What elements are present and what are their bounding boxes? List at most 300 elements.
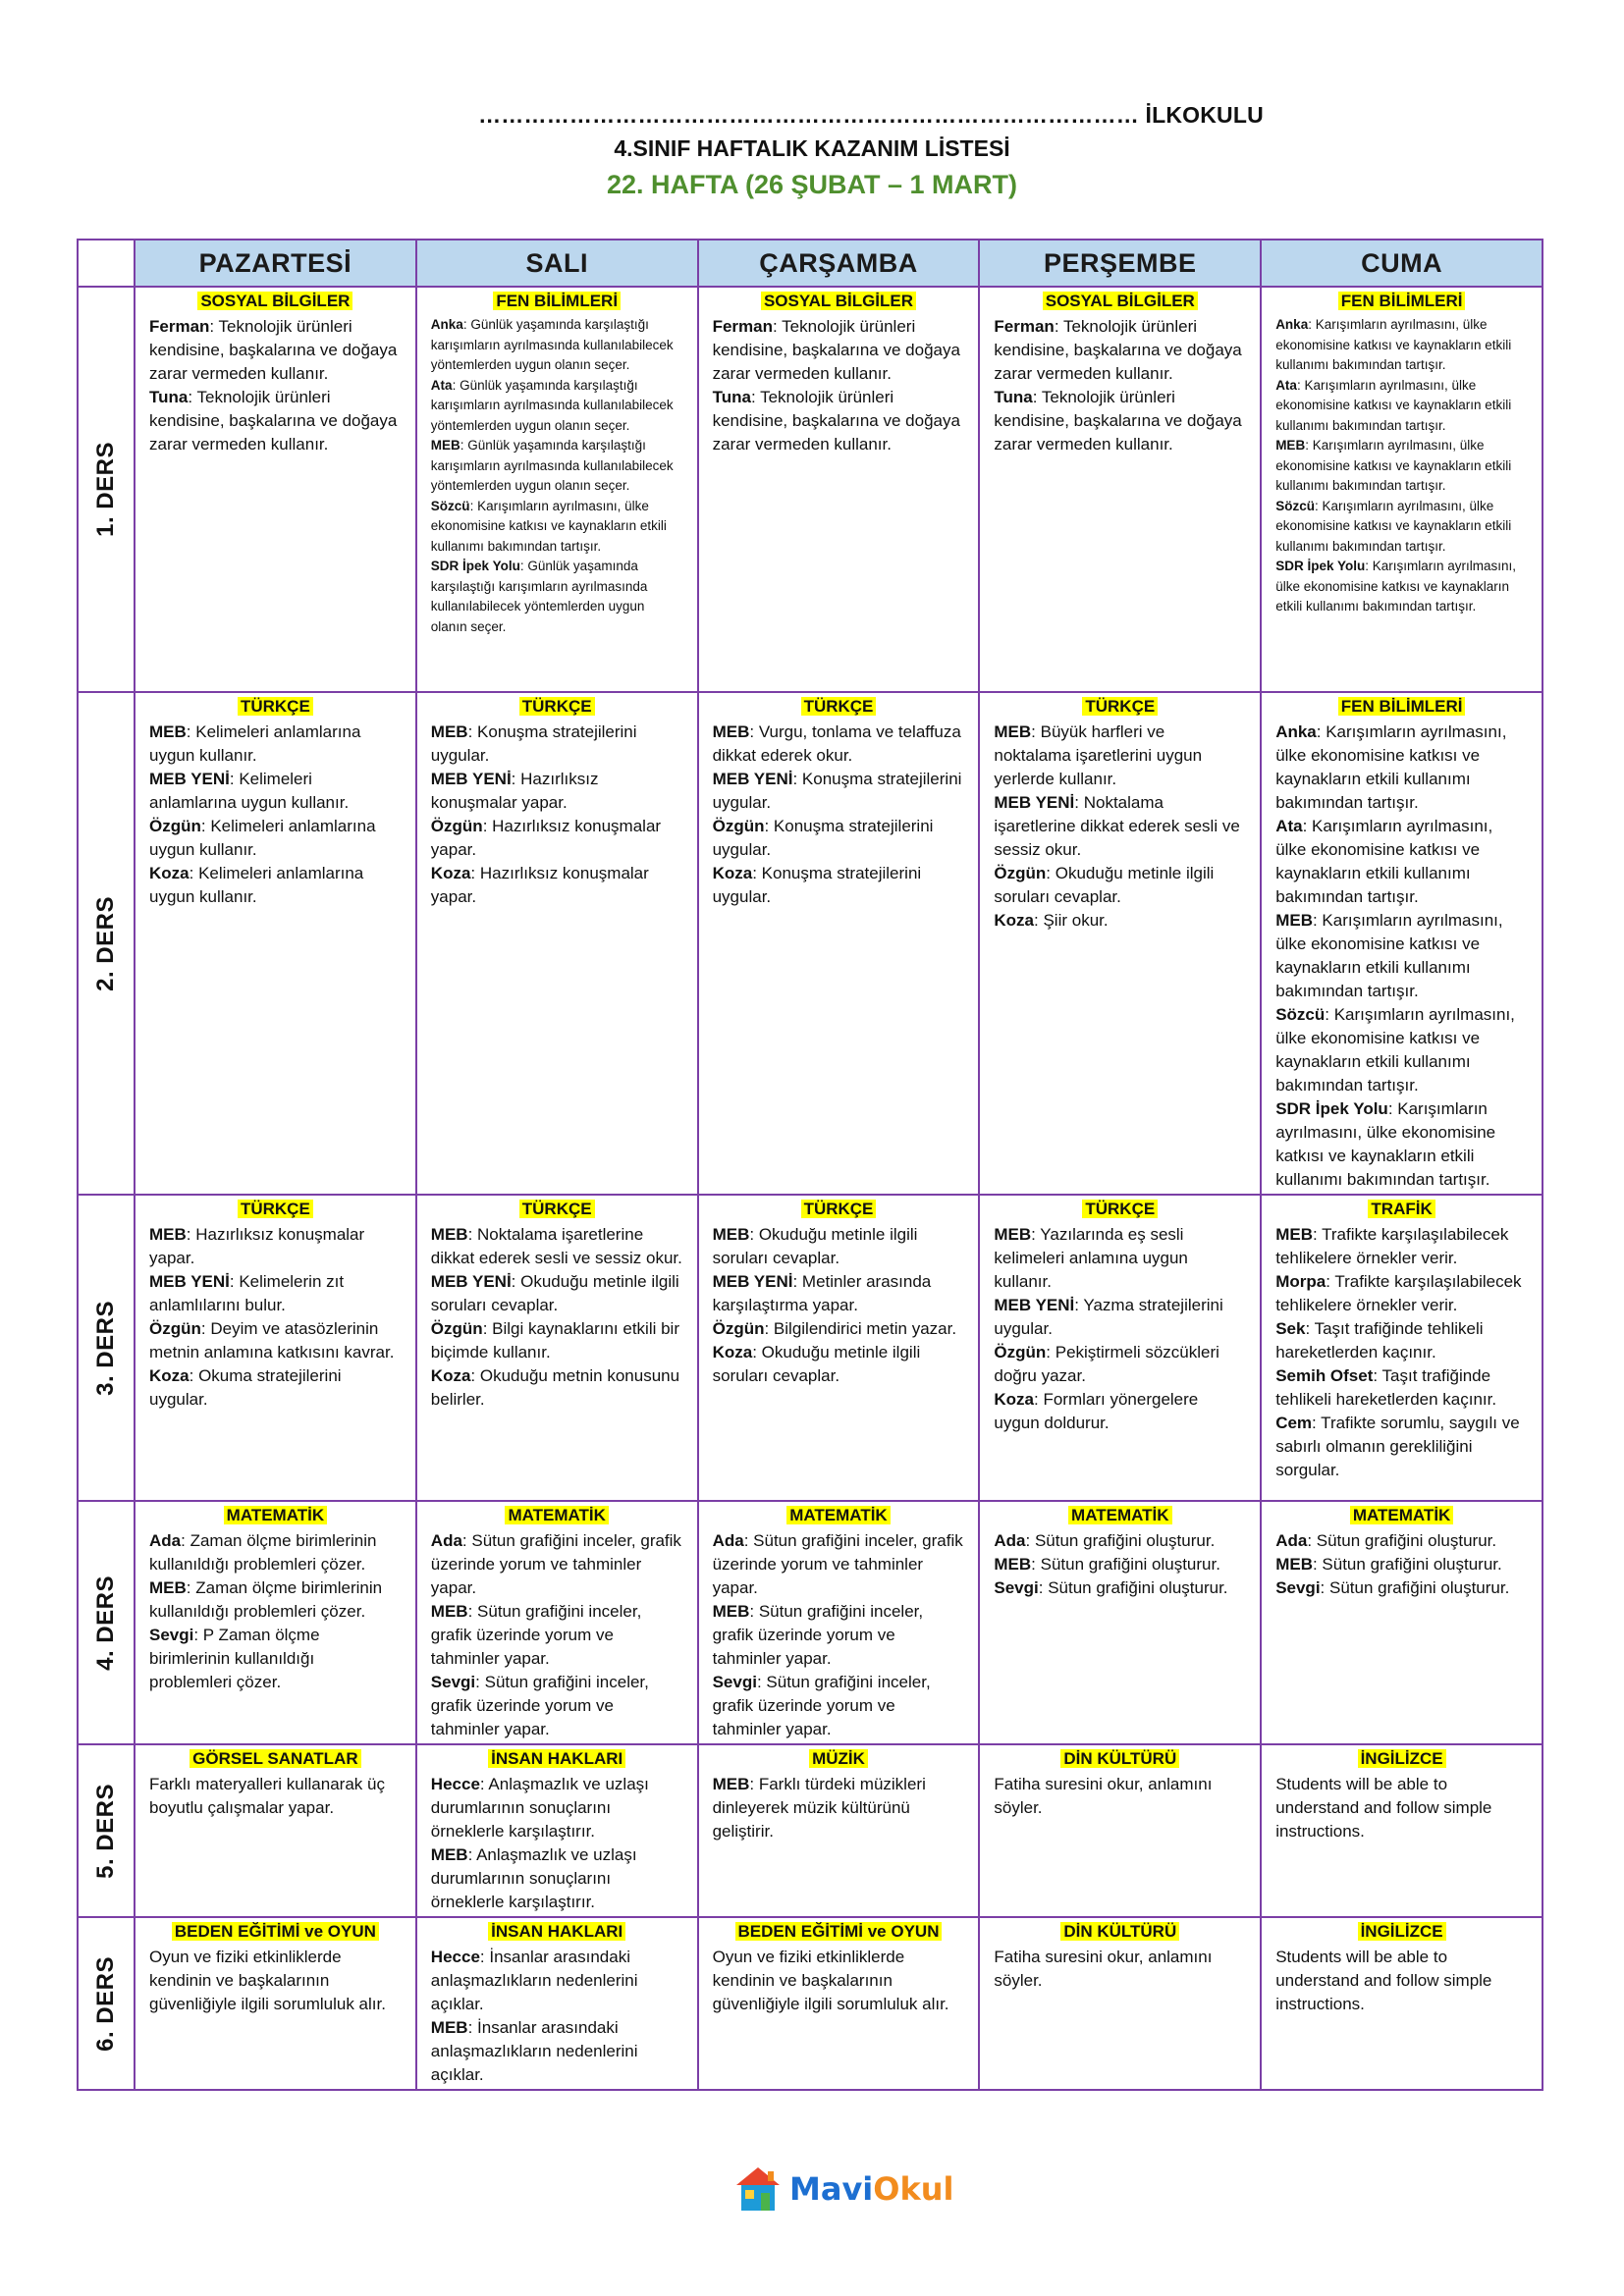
outcome-list bbox=[149, 1946, 402, 2016]
lesson-row bbox=[78, 1501, 1543, 1744]
outcome-list bbox=[149, 1223, 402, 1412]
outcome-list bbox=[713, 1946, 965, 2016]
outcome-text: : Okuduğu metinle ilgili soruları cevaplar. bbox=[994, 864, 1215, 906]
subject-label: BEDEN EĞİTİMİ ve OYUN bbox=[735, 1922, 943, 1941]
publisher-name: Özgün bbox=[712, 817, 765, 835]
publisher-name: Koza bbox=[994, 911, 1035, 930]
outcome-text: : Büyük harfleri ve noktalama işaretlerini uygun yerlerde kullanır. bbox=[994, 722, 1203, 788]
outcome-text: Oyun ve fiziki etkinliklerde kendinin ve başkalarının güvenliğiyle ilgili sorumluluk alır. bbox=[712, 1948, 949, 2013]
outcome-item bbox=[994, 1553, 1246, 1576]
house-icon bbox=[732, 2163, 784, 2215]
outcome-text: : Okuduğu metnin konusunu belirler. bbox=[430, 1366, 680, 1409]
outcome-text: : Sütun grafiğini inceler, grafik üzerinde yorum ve tahminler yapar. bbox=[712, 1531, 963, 1597]
subject-label: MÜZİK bbox=[809, 1749, 868, 1768]
outcome-item bbox=[713, 1270, 965, 1317]
outcome-item bbox=[431, 1223, 683, 1270]
lesson-label-text: 1. DERS bbox=[92, 442, 119, 537]
outcome-item bbox=[149, 1317, 402, 1364]
publisher-name: MEB bbox=[149, 1578, 187, 1597]
outcome-item bbox=[149, 768, 402, 815]
outcome-text: : Karışımların ayrılmasını, ülke ekonomisine katkısı ve kaynakların etkili kullanımı bakımından tartışır. bbox=[1275, 1005, 1515, 1095]
outcome-text: : İnsanlar arasındaki anlaşmazlıkların nedenlerini açıklar. bbox=[430, 1948, 638, 2013]
publisher-name: Tuna bbox=[994, 388, 1033, 406]
outcome-text: : Hazırlıksız konuşmalar yapar. bbox=[430, 864, 649, 906]
outcome-text: : Formları yönergelere uygun doldurur. bbox=[994, 1390, 1199, 1432]
outcome-text: : Hazırlıksız konuşmalar yapar. bbox=[430, 770, 599, 812]
outcome-item bbox=[431, 1600, 683, 1671]
outcome-item bbox=[431, 1946, 683, 2016]
outcome-list bbox=[1275, 1223, 1528, 1482]
publisher-name: Ada bbox=[994, 1531, 1026, 1550]
outcome-text: : Konuşma stratejilerini uygular. bbox=[712, 864, 922, 906]
outcome-item bbox=[431, 2016, 683, 2087]
outcome-text: Farklı materyalleri kullanarak üç boyutlu çalışmalar yapar. bbox=[149, 1775, 385, 1817]
lesson-label-text: 3. DERS bbox=[92, 1300, 119, 1396]
lesson-row bbox=[78, 1744, 1543, 1917]
subject-heading bbox=[994, 1506, 1246, 1526]
outcome-text: : Sütun grafiğini inceler, grafik üzerinde yorum ve tahminler yapar. bbox=[712, 1602, 924, 1668]
publisher-name: Özgün bbox=[430, 817, 483, 835]
outcome-text: : Taşıt trafiğinde tehlikeli hareketlerden kaçınır. bbox=[1275, 1366, 1497, 1409]
outcome-text: : Sütun grafiğini oluşturur. bbox=[1031, 1555, 1220, 1574]
subject-label: TÜRKÇE bbox=[519, 697, 595, 716]
subject-label: BEDEN EĞİTİMİ ve OYUN bbox=[172, 1922, 379, 1941]
subject-heading bbox=[713, 1922, 965, 1943]
subject-heading bbox=[431, 1506, 683, 1526]
lesson-cell bbox=[698, 692, 980, 1195]
outcome-text: : Kelimeleri anlamlarına uygun kullanır. bbox=[149, 864, 364, 906]
lesson-cell bbox=[135, 287, 416, 692]
publisher-name: MEB bbox=[430, 438, 460, 453]
day-header-monday: PAZARTESİ bbox=[135, 240, 416, 287]
publisher-name: Koza bbox=[149, 864, 189, 882]
lesson-cell bbox=[135, 1744, 416, 1917]
subject-label: MATEMATİK bbox=[786, 1506, 890, 1524]
outcome-text: : Yazılarında eş sesli kelimeleri anlamına uygun kullanır. bbox=[994, 1225, 1188, 1291]
outcome-item bbox=[431, 721, 683, 768]
publisher-name: Özgün bbox=[149, 1319, 201, 1338]
lesson-cell bbox=[698, 1917, 980, 2090]
outcome-text: : Sütun grafiğini inceler, grafik üzerinde yorum ve tahminler yapar. bbox=[430, 1673, 649, 1738]
outcome-item bbox=[149, 1576, 402, 1624]
outcome-item bbox=[149, 1624, 402, 1694]
document-title: 4.SINIF HAFTALIK KAZANIM LİSTESİ bbox=[614, 135, 1010, 161]
subject-heading bbox=[431, 1922, 683, 1943]
outcome-text: : Teknolojik ürünleri kendisine, başkalarına ve doğaya zarar vermeden kullanır. bbox=[994, 317, 1242, 383]
subject-heading bbox=[431, 292, 683, 312]
subject-label: TÜRKÇE bbox=[801, 1200, 877, 1218]
outcome-item bbox=[994, 1223, 1246, 1294]
subject-label: TÜRKÇE bbox=[801, 697, 877, 716]
publisher-name: Sözcü bbox=[1275, 1005, 1326, 1024]
outcome-item bbox=[1275, 376, 1528, 437]
outcome-item bbox=[1275, 721, 1528, 815]
outcome-item bbox=[431, 1843, 683, 1914]
outcome-item bbox=[149, 1773, 402, 1820]
subject-heading bbox=[713, 697, 965, 718]
publisher-name: MEB bbox=[430, 1602, 468, 1621]
outcome-list bbox=[713, 315, 965, 456]
outcome-item bbox=[431, 1270, 683, 1317]
outcome-text: : Karışımların ayrılmasını, ülke ekonomisine katkısı ve kaynakların etkili kullanımı bakımından tartışır. bbox=[1275, 1099, 1496, 1189]
outcome-text: : Deyim ve atasözlerinin metnin anlamına katkısını kavrar. bbox=[149, 1319, 395, 1362]
outcome-text: : Kelimeleri anlamlarına uygun kullanır. bbox=[149, 817, 376, 859]
outcome-item bbox=[431, 1529, 683, 1600]
publisher-name: Ada bbox=[430, 1531, 462, 1550]
subject-heading bbox=[994, 1922, 1246, 1943]
week-title: 22. HAFTA (26 ŞUBAT – 1 MART) bbox=[606, 170, 1018, 199]
outcome-item bbox=[994, 1576, 1246, 1600]
publisher-name: Sözcü bbox=[430, 498, 470, 513]
outcome-item bbox=[994, 1773, 1246, 1820]
outcome-item bbox=[713, 768, 965, 815]
publisher-name: Cem bbox=[1275, 1414, 1313, 1432]
subject-label: SOSYAL BİLGİLER bbox=[1043, 292, 1198, 310]
outcome-item bbox=[1275, 436, 1528, 497]
publisher-name: MEB bbox=[994, 1225, 1032, 1244]
outcome-item bbox=[994, 1294, 1246, 1341]
publisher-name: Ada bbox=[712, 1531, 744, 1550]
lesson-cell bbox=[979, 1501, 1261, 1744]
subject-heading bbox=[431, 1200, 683, 1220]
outcome-item bbox=[1275, 1270, 1528, 1317]
outcome-list bbox=[713, 1529, 965, 1741]
outcome-item bbox=[1275, 1317, 1528, 1364]
publisher-name: Ata bbox=[1275, 817, 1303, 835]
publisher-name: Koza bbox=[712, 1343, 753, 1362]
publisher-name: Koza bbox=[149, 1366, 189, 1385]
subject-heading bbox=[1275, 1506, 1528, 1526]
subject-label: İNGİLİZCE bbox=[1358, 1749, 1446, 1768]
outcome-text: : Konuşma stratejilerini uygular. bbox=[712, 817, 934, 859]
day-header-thursday: PERŞEMBE bbox=[979, 240, 1261, 287]
outcome-item bbox=[149, 1529, 402, 1576]
subject-label: MATEMATİK bbox=[224, 1506, 327, 1524]
outcome-item bbox=[149, 315, 402, 386]
outcome-list bbox=[149, 1773, 402, 1820]
subject-heading bbox=[149, 292, 402, 312]
lesson-cell bbox=[416, 1744, 698, 1917]
outcome-item bbox=[713, 1600, 965, 1671]
day-header-friday: CUMA bbox=[1261, 240, 1543, 287]
publisher-name: Morpa bbox=[1275, 1272, 1326, 1291]
lesson-label bbox=[78, 1195, 135, 1501]
outcome-text: : Trafikte karşılaşılabilecek tehlikelere örnekler verir. bbox=[1275, 1272, 1522, 1314]
outcome-item bbox=[1275, 315, 1528, 376]
publisher-name: Anka bbox=[1275, 317, 1309, 332]
outcome-text: Fatiha suresini okur, anlamını söyler. bbox=[994, 1775, 1213, 1817]
outcome-text: : Kelimeleri anlamlarına uygun kullanır. bbox=[149, 770, 350, 812]
publisher-name: Ferman bbox=[994, 317, 1055, 336]
outcome-item bbox=[431, 1773, 683, 1843]
lesson-label bbox=[78, 1744, 135, 1917]
outcome-list bbox=[994, 1946, 1246, 1993]
publisher-name: Hecce bbox=[430, 1948, 480, 1966]
outcome-text: : Okuduğu metinle ilgili soruları cevaplar. bbox=[712, 1343, 921, 1385]
outcome-item bbox=[1275, 1412, 1528, 1482]
lesson-cell bbox=[979, 287, 1261, 692]
subject-heading bbox=[149, 1200, 402, 1220]
outcome-item bbox=[713, 1341, 965, 1388]
outcome-text: : Sütun grafiğini oluşturur. bbox=[1312, 1555, 1502, 1574]
publisher-name: Özgün bbox=[994, 1343, 1047, 1362]
publisher-name: MEB bbox=[430, 722, 468, 741]
subject-label: İNSAN HAKLARI bbox=[488, 1922, 625, 1941]
publisher-name: Sevgi bbox=[430, 1673, 476, 1691]
publisher-name: Sevgi bbox=[994, 1578, 1039, 1597]
publisher-name: MEB YENİ bbox=[712, 770, 793, 788]
table-corner bbox=[78, 240, 135, 287]
outcome-item bbox=[431, 862, 683, 909]
outcome-text: : Noktalama işaretlerine dikkat ederek sesli ve sessiz okur. bbox=[430, 1225, 682, 1267]
subject-heading bbox=[1275, 1749, 1528, 1770]
outcome-text: Students will be able to understand and follow simple instructions. bbox=[1275, 1775, 1492, 1841]
outcome-text: : Konuşma stratejilerini uygular. bbox=[430, 722, 637, 765]
subject-label: GÖRSEL SANATLAR bbox=[189, 1749, 360, 1768]
publisher-name: MEB YENİ bbox=[994, 793, 1075, 812]
subject-heading bbox=[713, 292, 965, 312]
outcome-list bbox=[431, 1773, 683, 1914]
publisher-name: Sevgi bbox=[149, 1626, 194, 1644]
outcome-item bbox=[149, 1946, 402, 2016]
outcome-text: : Anlaşmazlık ve uzlaşı durumlarının sonuçlarını örneklerle karşılaştırır. bbox=[430, 1775, 649, 1841]
outcome-text: : Teknolojik ürünleri kendisine, başkalarına ve doğaya zarar vermeden kullanır. bbox=[149, 388, 398, 454]
subject-heading bbox=[713, 1506, 965, 1526]
outcome-item bbox=[1275, 497, 1528, 558]
logo-text bbox=[789, 2170, 954, 2208]
outcome-item bbox=[1275, 1553, 1528, 1576]
outcome-text: : Karışımların ayrılmasını, ülke ekonomisine katkısı ve kaynakların etkili kullanımı bakımından tartışır. bbox=[1275, 911, 1503, 1000]
outcome-text: Oyun ve fiziki etkinliklerde kendinin ve başkalarının güvenliğiyle ilgili sorumluluk alır. bbox=[149, 1948, 386, 2013]
outcome-item bbox=[713, 721, 965, 768]
lesson-cell bbox=[416, 1501, 698, 1744]
outcome-list bbox=[149, 315, 402, 456]
outcome-item bbox=[713, 1317, 965, 1341]
outcome-list bbox=[713, 1773, 965, 1843]
outcome-text: : Okuduğu metinle ilgili soruları cevaplar. bbox=[430, 1272, 679, 1314]
school-name: …………………………………………………………………………… İLKOKULU bbox=[478, 102, 1264, 128]
subject-label: SOSYAL BİLGİLER bbox=[197, 292, 352, 310]
lesson-cell bbox=[416, 692, 698, 1195]
publisher-name: Özgün bbox=[149, 817, 201, 835]
outcome-text: : Kelimeleri anlamlarına uygun kullanır. bbox=[149, 722, 361, 765]
lesson-cell bbox=[1261, 1917, 1543, 2090]
outcome-item bbox=[149, 862, 402, 909]
subject-heading bbox=[1275, 1922, 1528, 1943]
publisher-name: MEB bbox=[712, 722, 750, 741]
outcome-item bbox=[713, 1223, 965, 1270]
outcome-list bbox=[994, 1773, 1246, 1820]
subject-label: TÜRKÇE bbox=[1082, 697, 1158, 716]
publisher-name: Sevgi bbox=[1275, 1578, 1321, 1597]
outcome-text: Students will be able to understand and follow simple instructions. bbox=[1275, 1948, 1492, 2013]
outcome-list bbox=[1275, 1529, 1528, 1600]
outcome-item bbox=[431, 768, 683, 815]
publisher-name: Özgün bbox=[712, 1319, 765, 1338]
subject-label: İNGİLİZCE bbox=[1358, 1922, 1446, 1941]
subject-label: TÜRKÇE bbox=[238, 697, 313, 716]
outcome-text: : Şiir okur. bbox=[1034, 911, 1109, 930]
subject-label: FEN BİLİMLERİ bbox=[1338, 292, 1466, 310]
subject-heading bbox=[149, 1922, 402, 1943]
publisher-name: Sözcü bbox=[1275, 498, 1315, 513]
publisher-name: MEB bbox=[430, 2018, 468, 2037]
lesson-cell bbox=[1261, 1195, 1543, 1501]
publisher-name: MEB YENİ bbox=[149, 1272, 230, 1291]
subject-heading bbox=[1275, 292, 1528, 312]
outcome-text: : Teknolojik ürünleri kendisine, başkalarına ve doğaya zarar vermeden kullanır. bbox=[994, 388, 1242, 454]
outcome-item bbox=[431, 497, 683, 558]
outcome-text: : İnsanlar arasındaki anlaşmazlıkların nedenlerini açıklar. bbox=[430, 2018, 638, 2084]
outcome-text: : Karışımların ayrılmasını, ülke ekonomisine katkısı ve kaynakların etkili kullanımı bakımından tartışır. bbox=[1275, 559, 1517, 614]
subject-heading bbox=[1275, 1200, 1528, 1220]
publisher-name: Hecce bbox=[430, 1775, 480, 1793]
outcome-text: : Trafikte sorumlu, saygılı ve sabırlı olmanın gerekliliğini sorgular. bbox=[1275, 1414, 1520, 1479]
outcome-text: : Sütun grafiğini oluşturur. bbox=[1320, 1578, 1510, 1597]
publisher-name: MEB bbox=[1275, 1225, 1313, 1244]
subject-label: TRAFİK bbox=[1368, 1200, 1435, 1218]
outcome-text: : Anlaşmazlık ve uzlaşı durumlarının sonuçlarını örneklerle karşılaştırır. bbox=[430, 1845, 637, 1911]
subject-label: FEN BİLİMLERİ bbox=[493, 292, 621, 310]
outcome-list bbox=[994, 721, 1246, 933]
logo-text-okul: Okul bbox=[873, 2170, 954, 2208]
outcome-item bbox=[1275, 909, 1528, 1003]
outcome-item bbox=[431, 436, 683, 497]
subject-heading bbox=[431, 697, 683, 718]
outcome-text: : Trafikte karşılaşılabilecek tehlikelere örnekler verir. bbox=[1275, 1225, 1509, 1267]
outcome-text: : Teknolojik ürünleri kendisine, başkalarına ve doğaya zarar vermeden kullanır. bbox=[712, 388, 960, 454]
publisher-name: Ata bbox=[1275, 377, 1297, 393]
publisher-name: SDR İpek Yolu bbox=[430, 559, 520, 573]
outcome-text: : Sütun grafiğini inceler, grafik üzerinde yorum ve tahminler yapar. bbox=[712, 1673, 931, 1738]
outcome-list bbox=[431, 1223, 683, 1412]
lesson-cell bbox=[416, 287, 698, 692]
subject-heading bbox=[994, 292, 1246, 312]
outcome-item bbox=[1275, 1529, 1528, 1553]
outcome-text: : Sütun grafiğini oluşturur. bbox=[1025, 1531, 1216, 1550]
publisher-name: Özgün bbox=[430, 1319, 483, 1338]
publisher-name: Sek bbox=[1275, 1319, 1306, 1338]
outcome-text: Fatiha suresini okur, anlamını söyler. bbox=[994, 1948, 1213, 1990]
lesson-cell bbox=[416, 1195, 698, 1501]
publisher-name: Özgün bbox=[994, 864, 1047, 882]
lesson-cell bbox=[698, 1501, 980, 1744]
outcome-list bbox=[1275, 721, 1528, 1192]
outcome-list bbox=[1275, 315, 1528, 617]
subject-heading bbox=[994, 697, 1246, 718]
day-header-row bbox=[78, 240, 1543, 287]
mavi-okul-logo bbox=[732, 2160, 954, 2218]
outcome-text: : Karışımların ayrılmasını, ülke ekonomisine katkısı ve kaynakların etkili kullanımı bakımından tartışır. bbox=[1275, 438, 1512, 493]
outcome-list bbox=[1275, 1946, 1528, 2016]
outcome-item bbox=[713, 1773, 965, 1843]
subject-label: MATEMATİK bbox=[1350, 1506, 1453, 1524]
lesson-cell bbox=[979, 1744, 1261, 1917]
publisher-name: MEB YENİ bbox=[712, 1272, 793, 1291]
outcome-item bbox=[1275, 815, 1528, 909]
publisher-name: Anka bbox=[430, 317, 463, 332]
outcome-text: : Karışımların ayrılmasını, ülke ekonomisine katkısı ve kaynakların etkili kullanımı bakımından tartışır. bbox=[1275, 817, 1493, 906]
lesson-cell bbox=[135, 1195, 416, 1501]
outcome-item bbox=[149, 815, 402, 862]
lesson-row bbox=[78, 692, 1543, 1195]
outcome-item bbox=[431, 1671, 683, 1741]
outcome-item bbox=[1275, 1946, 1528, 2016]
outcome-text: : Sütun grafiğini oluşturur. bbox=[1038, 1578, 1228, 1597]
publisher-name: MEB YENİ bbox=[430, 1272, 512, 1291]
lesson-label-text: 6. DERS bbox=[92, 1955, 119, 2052]
outcome-text: : Okuma stratejilerini uygular. bbox=[149, 1366, 342, 1409]
subject-heading bbox=[431, 1749, 683, 1770]
subject-label: SOSYAL BİLGİLER bbox=[761, 292, 916, 310]
subject-heading bbox=[713, 1749, 965, 1770]
publisher-name: Ata bbox=[430, 377, 453, 393]
subject-label: FEN BİLİMLERİ bbox=[1338, 697, 1466, 716]
weekly-plan-table bbox=[77, 239, 1543, 2091]
outcome-text: : Sütun grafiğini inceler, grafik üzerinde yorum ve tahminler yapar. bbox=[430, 1531, 681, 1597]
lesson-label bbox=[78, 1917, 135, 2090]
outcome-item bbox=[1275, 1773, 1528, 1843]
outcome-item bbox=[149, 1364, 402, 1412]
outcome-text: : Hazırlıksız konuşmalar yapar. bbox=[149, 1225, 365, 1267]
subject-heading bbox=[713, 1200, 965, 1220]
publisher-name: MEB bbox=[994, 722, 1032, 741]
subject-heading bbox=[1275, 697, 1528, 718]
outcome-text: : Karışımların ayrılmasını, ülke ekonomisine katkısı ve kaynakların etkili kullanımı bakımından tartışır. bbox=[430, 498, 667, 554]
publisher-name: MEB bbox=[149, 1225, 187, 1244]
outcome-item bbox=[713, 862, 965, 909]
publisher-name: Koza bbox=[712, 864, 753, 882]
lesson-row bbox=[78, 1195, 1543, 1501]
lesson-cell bbox=[416, 1917, 698, 2090]
outcome-text: : Farklı türdeki müzikleri dinleyerek müzik kültürünü geliştirir. bbox=[712, 1775, 926, 1841]
publisher-name: MEB YENİ bbox=[149, 770, 230, 788]
outcome-item bbox=[994, 721, 1246, 791]
document-header bbox=[0, 98, 1624, 204]
lesson-label bbox=[78, 1501, 135, 1744]
subject-heading bbox=[149, 1506, 402, 1526]
outcome-list bbox=[149, 1529, 402, 1694]
outcome-item bbox=[713, 386, 965, 456]
lesson-cell bbox=[698, 1744, 980, 1917]
publisher-name: Ferman bbox=[712, 317, 774, 336]
publisher-name: MEB bbox=[430, 1845, 468, 1864]
outcome-item bbox=[1275, 1576, 1528, 1600]
outcome-text: : Sütun grafiğini oluşturur. bbox=[1307, 1531, 1497, 1550]
outcome-text: : Metinler arasında karşılaştırma yapar. bbox=[712, 1272, 932, 1314]
publisher-name: Tuna bbox=[149, 388, 189, 406]
publisher-name: MEB bbox=[994, 1555, 1032, 1574]
outcome-text: : Zaman ölçme birimlerinin kullanıldığı problemleri çözer. bbox=[149, 1578, 383, 1621]
outcome-item bbox=[713, 1671, 965, 1741]
outcome-item bbox=[149, 386, 402, 456]
subject-label: TÜRKÇE bbox=[519, 1200, 595, 1218]
outcome-item bbox=[1275, 557, 1528, 617]
outcome-item bbox=[994, 1529, 1246, 1553]
day-header-wednesday: ÇARŞAMBA bbox=[698, 240, 980, 287]
outcome-text: : Taşıt trafiğinde tehlikeli hareketlerden kaçınır. bbox=[1275, 1319, 1484, 1362]
outcome-item bbox=[713, 1946, 965, 2016]
outcome-item bbox=[1275, 1364, 1528, 1412]
outcome-list bbox=[431, 721, 683, 909]
publisher-name: MEB bbox=[430, 1225, 468, 1244]
outcome-list bbox=[431, 315, 683, 637]
outcome-item bbox=[431, 376, 683, 437]
outcome-item bbox=[431, 315, 683, 376]
outcome-text: : Günlük yaşamında karşılaştığı karışımların ayrılmasında kullanılabilecek yöntemlerden uygun olanın seçer. bbox=[430, 317, 674, 372]
outcome-text: : Teknolojik ürünleri kendisine, başkalarına ve doğaya zarar vermeden kullanır. bbox=[149, 317, 398, 383]
outcome-item bbox=[431, 1364, 683, 1412]
